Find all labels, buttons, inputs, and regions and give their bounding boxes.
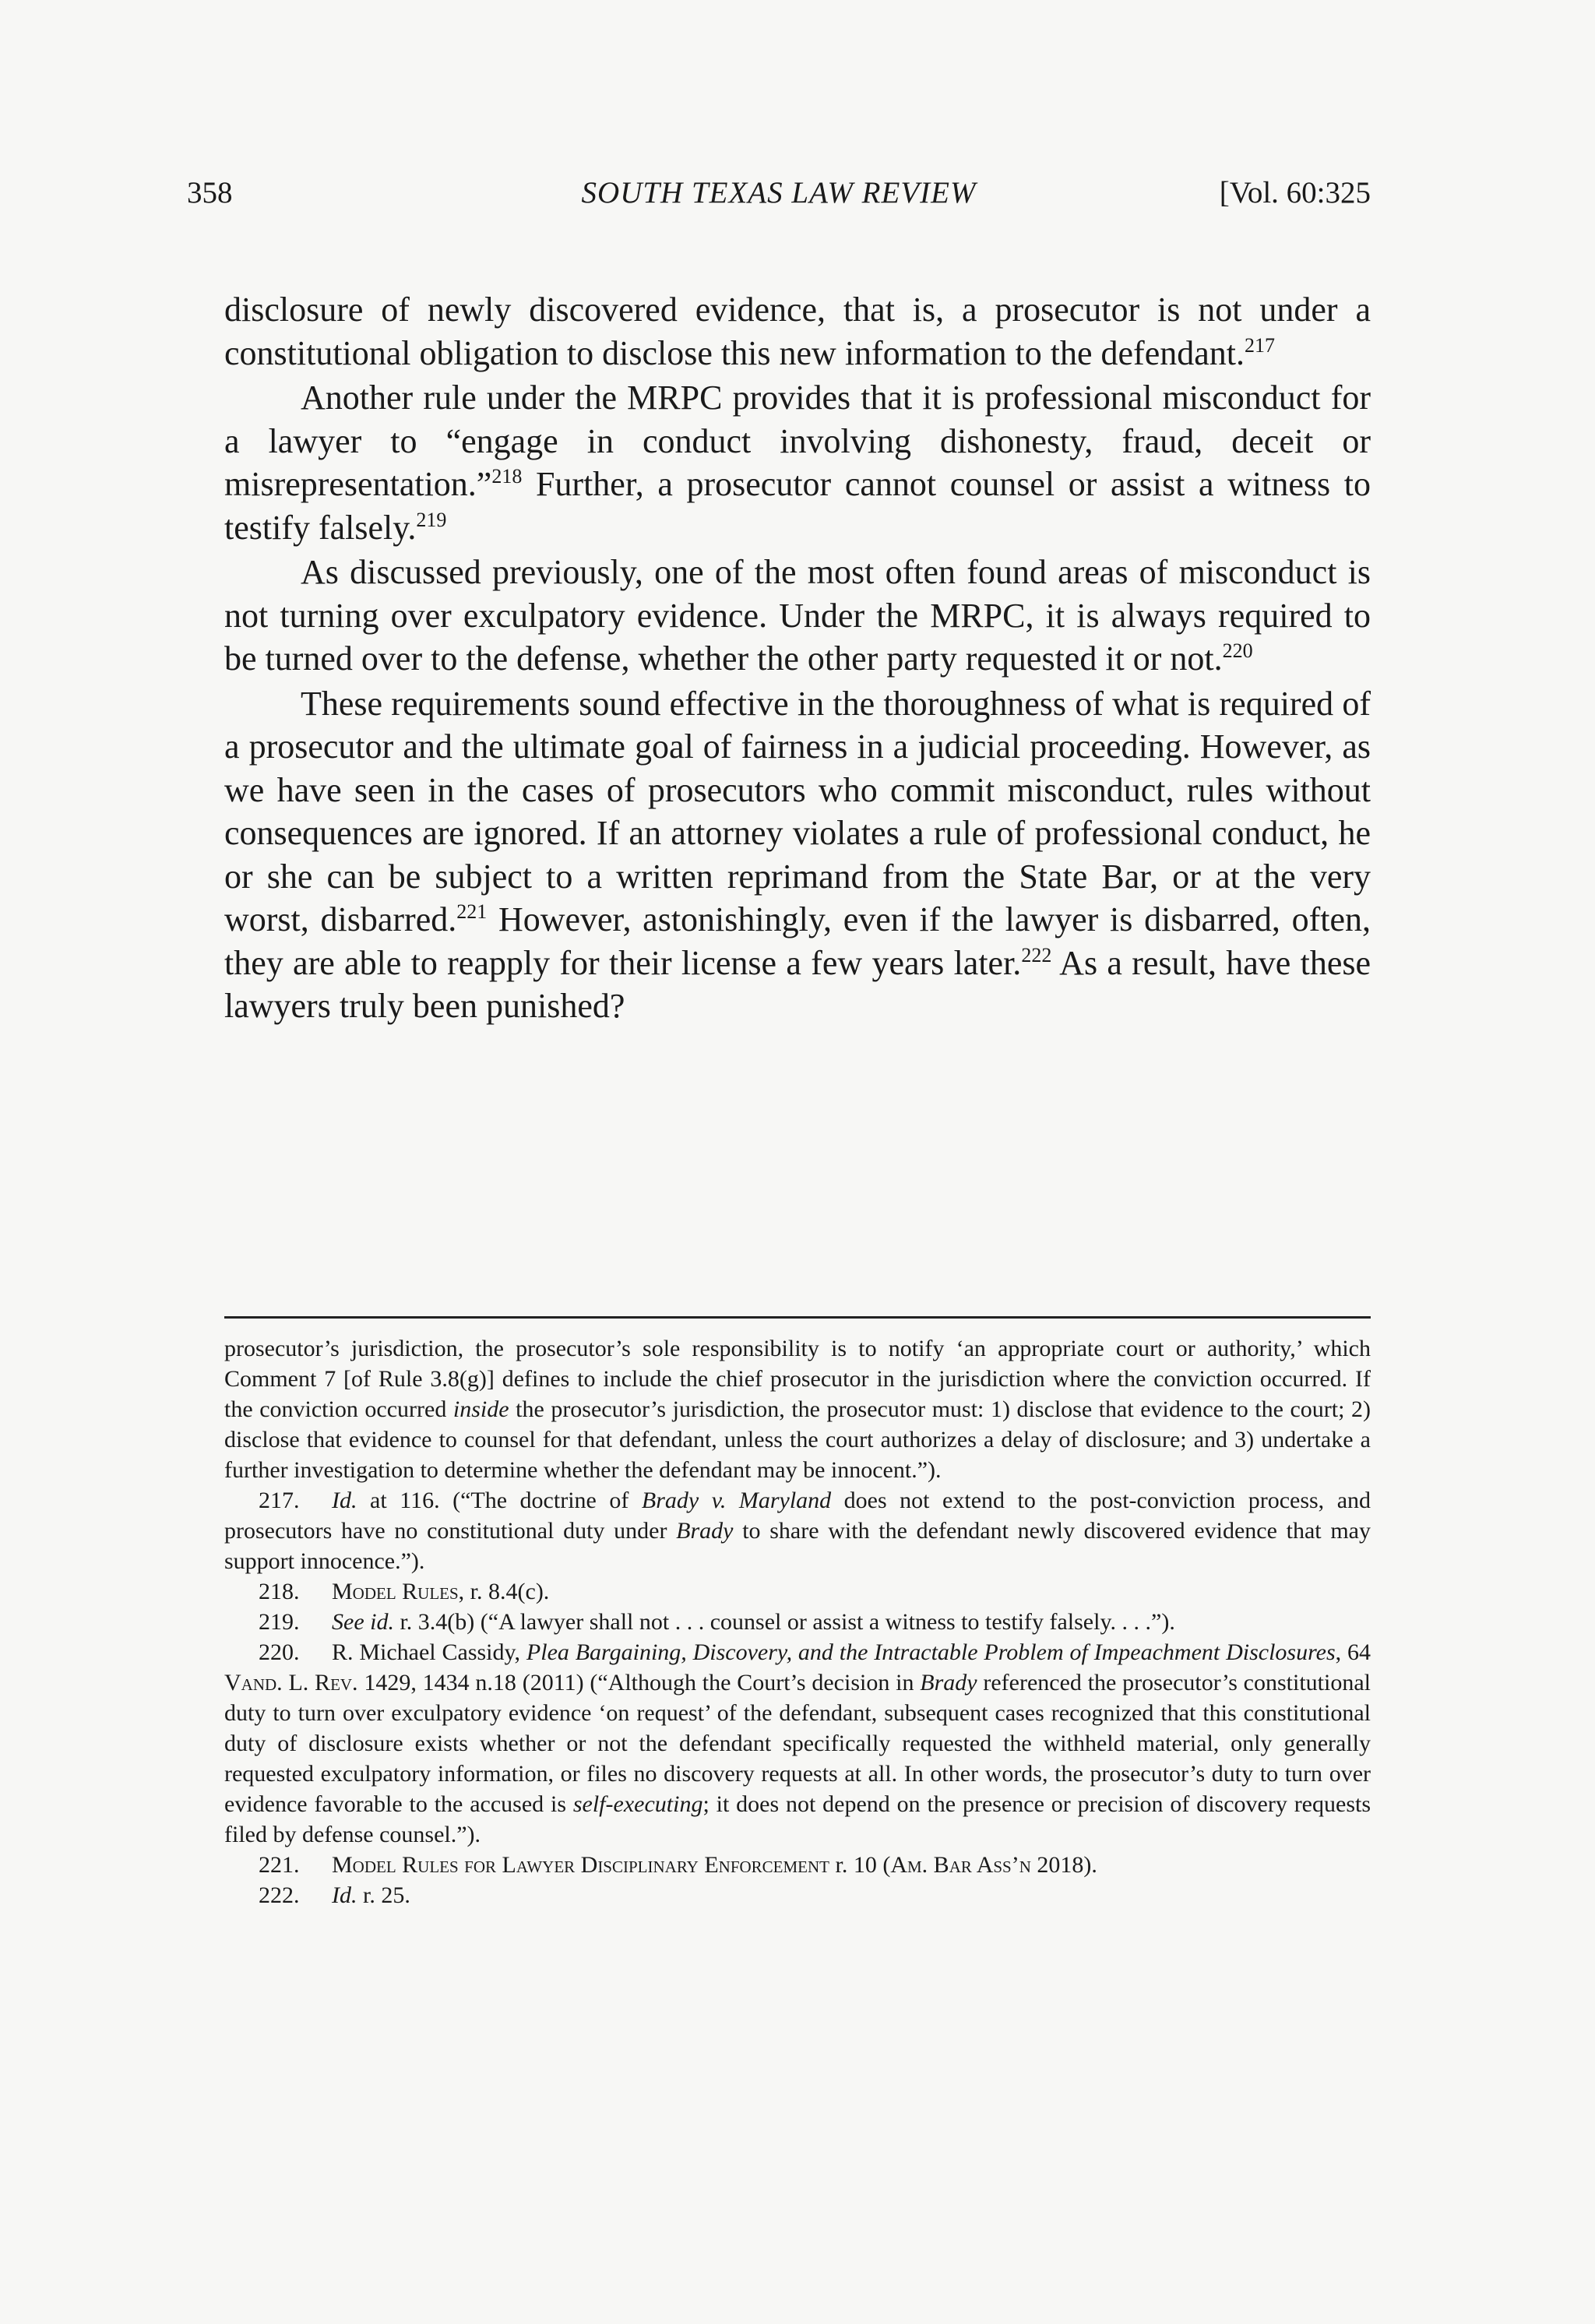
page-number: 358 [187,176,233,210]
main-text [224,288,1371,1028]
footnote-219: 219. See id. r. 3.4(b) (“A lawyer shall not . . . counsel or assist a witness to testify falsely. . . .”). [259,1609,1175,1635]
footnote-ref-217[interactable]: 217 [1245,333,1275,357]
footnotes [224,1333,1371,1910]
footnote-ref-220[interactable]: 220 [1222,639,1253,662]
volume-citation: [Vol. 60:325 [1219,176,1371,210]
footnote-221: 221. Model Rules for Lawyer Disciplinary Enforcement r. 10 (Am. Bar Ass’n 2018). [259,1852,1097,1878]
footnote-ref-219[interactable]: 219 [416,508,447,531]
footnote-220: 220. R. Michael Cassidy, Plea Bargaining, Discovery, and the Intractable Problem of Impeachment Disclosures, 64 Vand. L. Rev. 1429, 1434 n.18 (2011) (“Although the Court’s decision in Brady referenced the prosecutor’s constitutional duty to turn over exculpatory evidence ‘on request’ of the defendant, subsequent cases recognized that this constitutional duty of disclosure exists whether or not the defendant specifically requested the withheld material, only generally requested exculpatory information, or files no discovery requests at all. In other words, the prosecutor’s duty to turn over evidence favorable to the accused is self-executing; it does not depend on the presence or precision of discovery requests filed by defense counsel.”). [224,1639,1371,1847]
footnote-ref-218[interactable]: 218 [491,465,523,488]
paragraph-4: These requirements sound effective in the thoroughness of what is required of a prosecutor and the ultimate goal of fairness in a judicial proceeding. However, as we have seen in the cases of prosecutors who commit misconduct, rules without consequences are ignored. If an attorney violates a rule of professional conduct, he or she can be subject to a written reprimand from the State Bar, or at the very worst, disbarred.$^{221}$ However, astonishingly, even if the lawyer is disbarred, often, they are able to reapply for their license a few years later.$^{222}$ As a result, have these lawyers truly been punished? [224,684,1371,1025]
footnote-218: 218. Model Rules, r. 8.4(c). [259,1579,550,1604]
footnote-ref-222[interactable]: 222 [1021,943,1052,967]
journal-title: SOUTH TEXAS LAW REVIEW [581,176,977,210]
footnote-222: 222. Id. r. 25. [259,1882,410,1908]
running-header [187,170,1371,217]
paragraph-2: Another rule under the MRPC provides that it is professional misconduct for a lawyer to “engage in conduct involving dishonesty, fraud, deceit or misrepresentation.”$^{218}$ Further, a prosecutor cannot counsel or assist a witness to testify falsely.$^{219}$ [224,379,1371,547]
footnote-ref-221[interactable]: 221 [456,900,488,923]
footnote-separator [224,1316,1371,1319]
footnote-217: 217. Id. at 116. (“The doctrine of Brady v. Maryland does not extend to the post-conviction process, and prosecutors have no constitutional duty under Brady to share with the defendant newly discovered evidence that may support innocence.”). [224,1488,1371,1574]
paragraph-1: disclosure of newly discovered evidence, that is, a prosecutor is not under a constitutional obligation to disclose this new information to the defendant.$^{217}$ [224,290,1371,372]
paragraph-3: As discussed previously, one of the most often found areas of misconduct is not turning over exculpatory evidence. Under the MRPC, it is always required to be turned over to the defense, whether the other party requested it or not.$^{220}$ [224,553,1371,678]
footnote-216-continued: prosecutor’s jurisdiction, the prosecutor’s sole responsibility is to notify ‘an appropriate court or authority,’ which Comment 7 [of Rule 3.8(g)] defines to include the chief prosecutor in the jurisdiction where the conviction occurred. If the conviction occurred inside the prosecutor’s jurisdiction, the prosecutor must: 1) disclose that evidence to the court; 2) disclose that evidence to counsel for that defendant, unless the court authorizes a delay of disclosure; and 3) undertake a further investigation to determine whether the defendant may be innocent.”). [224,1336,1371,1483]
